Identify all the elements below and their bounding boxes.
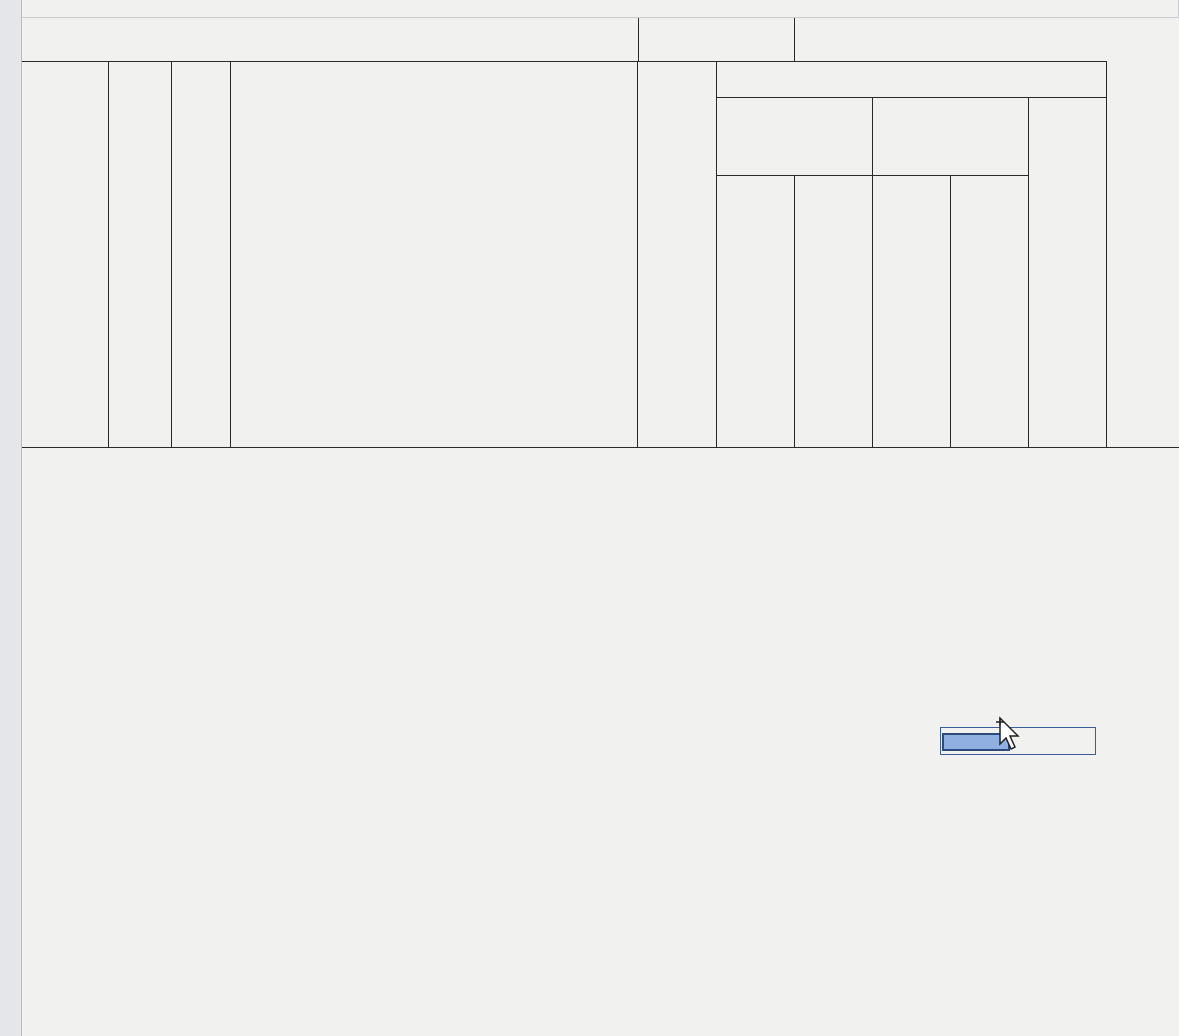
top-row[interactable] <box>22 0 1179 18</box>
spreadsheet-grid[interactable] <box>22 0 1179 1036</box>
header-aux[interactable] <box>795 176 873 448</box>
title-row[interactable] <box>22 18 1107 62</box>
row-headers <box>0 0 22 1036</box>
header-summer[interactable] <box>1029 98 1107 448</box>
header-notes[interactable] <box>1107 62 1179 448</box>
header-aux-utility[interactable] <box>951 176 1029 448</box>
header-room-numbers[interactable] <box>172 62 231 448</box>
cursor-icon <box>990 714 1026 754</box>
header-area-group[interactable] <box>717 62 1107 98</box>
header-floor[interactable] <box>22 62 109 448</box>
header-main[interactable] <box>873 176 951 448</box>
header-residential[interactable] <box>717 98 873 176</box>
header-room-number[interactable] <box>109 62 172 448</box>
header-total-area[interactable] <box>638 62 717 448</box>
header-nonresidential[interactable] <box>873 98 1029 176</box>
header-function[interactable] <box>231 62 638 448</box>
header-living[interactable] <box>717 176 795 448</box>
